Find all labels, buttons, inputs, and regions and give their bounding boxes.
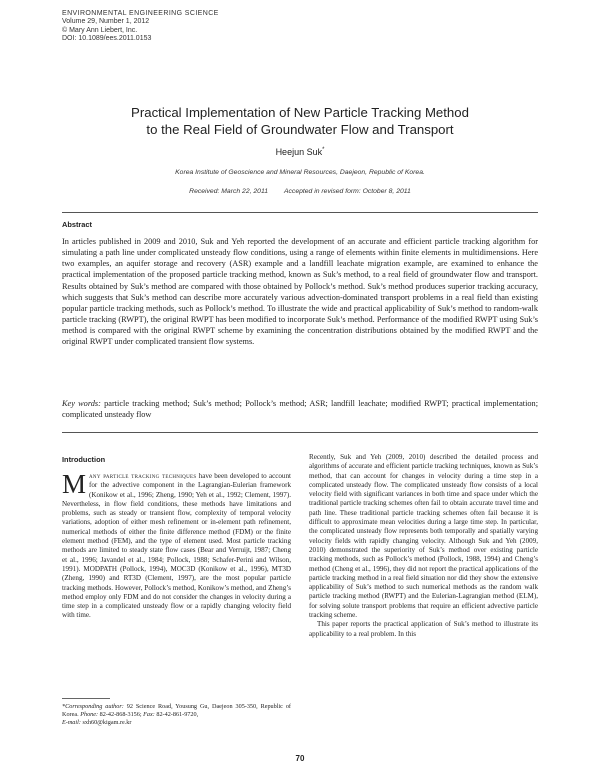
journal-volume: Volume 29, Number 1, 2012: [62, 18, 150, 26]
footnote-phone-label: Phone:: [78, 711, 99, 719]
author-name: Heejun Suk: [275, 147, 323, 157]
keywords: [62, 398, 538, 420]
dates: [0, 188, 600, 195]
title-line-2: to the Real Field of Groundwater Flow and Transport: [146, 121, 454, 137]
abstract-heading: Abstract: [62, 220, 92, 229]
bottom-rule: [62, 432, 538, 433]
footnote-label: *Corresponding author:: [62, 703, 124, 710]
footnote-fax: 82-42-861-9720,: [154, 711, 199, 719]
footnote-email: sxh60@kigam.re.kr: [80, 719, 132, 727]
intro-paragraph-3: This paper reports the practical application of Suk’s method to illustrate its applicability to a real problem. In this: [309, 620, 538, 638]
keywords-label: Key words:: [62, 399, 101, 408]
journal-doi: DOI: 10.1089/ees.2011.0153: [62, 35, 152, 43]
author-mark: *: [322, 147, 325, 153]
intro-paragraph-1: [62, 469, 291, 621]
footnote-phone: 82-42-868-3156;: [98, 711, 142, 719]
received-date: Received: March 22, 2011: [189, 188, 268, 195]
keywords-text: particle tracking method; Suk’s method; Pollock’s method; ASR; landfill leachate; modified RWPT; practical implementation; complicated unsteady flow: [62, 399, 538, 420]
footnote-rule: [62, 698, 110, 699]
paper-title: [60, 105, 540, 138]
left-column: [62, 469, 291, 621]
accepted-date: Accepted in revised form: October 8, 2011: [284, 188, 411, 195]
journal-info: [62, 10, 219, 44]
introduction-heading: Introduction: [62, 455, 106, 464]
intro-smallcaps: any particle tracking techniques: [89, 472, 197, 480]
top-rule: [62, 212, 538, 213]
journal-name: ENVIRONMENTAL ENGINEERING SCIENCE: [62, 10, 219, 17]
right-column: [309, 453, 538, 639]
author: [0, 147, 600, 157]
footnote: [62, 703, 291, 728]
abstract-text: In articles published in 2009 and 2010, Suk and Yeh reported the development of an accurate and efficient particle tracking algorithm for simulating a path line under complicated unsteady flow conditions, using a range of elements within finite elements in multidimensions. Here two examples, an aquifer storage and recovery (ASR) example and a landfill leachate migration example, are examined to enhance the practical implementation of the proposed particle tracking method, known as Suk’s method, to a real field of groundwater flow and transport. Results obtained by Suk’s method are compared with those obtained by Pollock’s method. Suk’s method produces superior tracking accuracy, which suggests that Suk’s method can describe more accurately various advection-dominated transport problems in a real field than existing popular particle tracking methods, such as Pollock’s method. To illustrate the wide and practical applicability of Suk’s method to random-walk particle tracking (RWPT), the original RWPT has been modified to incorporate Suk’s method. Performance of the modified RWPT using Suk’s method is compared with the original RWPT scheme by examining the concentration distributions obtained by the modified RWPT and the original RWPT under complicated transient flow systems.: [62, 237, 538, 347]
intro-left-text: have been developed to account for the advective component in the Lagrangian-Eulerian framework (Konikow et al., 1996; Zheng, 1990; Yeh et al., 1992; Clement, 1997). Nevertheless, in flow field conditions, these methods have limitations and problems, such as steady or transient flow, complexity of temporal velocity variations, adoption of either mesh refinement or in-element path refinement, numerical methods of either the finite difference method (FDM) or the finite element method (FEM), and the type of element used. Most particle tracking methods are limited to steady state flow cases (Bear and Verruijt, 1987; Cheng et al., 1996; Javandel et al., 1984; Pollock, 1988; Schafer-Perini and Wilson, 1991). MODPATH (Pollock, 1994), MOC3D (Konikow et al., 1996), MT3D (Zheng, 1990) and RT3D (Clement, 1997), are the most popular particle tracking methods. However, Pollock’s method, Konikow’s method, and Zheng’s method employ only FDM and do not consider the changes in velocity during a time step in a complicated unsteady flow or a rapidly changing velocity field with time.: [62, 472, 291, 620]
title-line-1: Practical Implementation of New Particle Tracking Method: [131, 105, 469, 120]
drop-cap: M: [62, 469, 87, 499]
journal-copyright: © Mary Ann Liebert, Inc.: [62, 26, 138, 34]
footnote-email-label: E-mail:: [62, 719, 81, 727]
footnote-fax-label: Fax:: [141, 711, 155, 719]
footnote-address: 92 Science Road, Yousung Gu, Daejeon 305-350, Republic of Korea.: [62, 703, 291, 719]
affiliation: Korea Institute of Geoscience and Mineral Resources, Daejeon, Republic of Korea.: [175, 169, 425, 176]
intro-paragraph-2: Recently, Suk and Yeh (2009, 2010) described the detailed process and algorithms of accurate and efficient particle tracking techniques, known as Suk’s method, that can account for changes in velocity during a time step in a complicated unsteady flow. The complicated unsteady flow consists of a local velocity field with significant variances in both time and space under which the traditional particle tracking schemes often fail to obtain accurate travel time and path line. These traditional particle tracking schemes often fail because it is difficult to approximate mean velocities during a large time step. In particular, the complicated unsteady flow represents both temporally and spatially varying velocity fields with rapidly changing velocity. Although Suk and Yeh (2009, 2010) demonstrated the superiority of Suk’s method over existing particle tracking methods, such as Pollock’s method (Pollock, 1988, 1994) and Cheng’s method (Cheng et al., 1996), they did not report the practical applications of the particle tracking method in a real field situation nor did they show the extensive applicability of Suk’s method to such numerical methods as the random walk particle tracking method (RWPT) and the Eulerian-Lagrangian method (ELM), for solving solute transport problems that require an efficient advective particle tracking scheme.: [309, 453, 538, 620]
page-number: 70: [295, 754, 305, 763]
